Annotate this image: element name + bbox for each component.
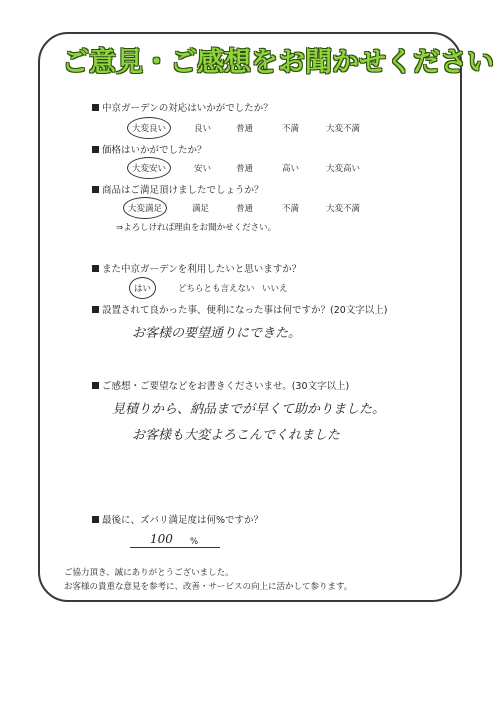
question-1-label: 中京ガーデンの対応はいかがでしたか？ xyxy=(102,103,273,114)
footer-thanks: ご協力頂き、誠にありがとうございました。 xyxy=(64,568,234,578)
footer-message: お客様の貴重な意見を参考に、改善・サービスの向上に活かして参ります。 xyxy=(64,582,353,592)
question-5-answer: お客様の要望通りにできた。 xyxy=(132,326,302,341)
question-5-label: 設置されて良かった事、便利になった事は何ですか？(20文字以上) xyxy=(102,305,388,316)
q1-option-3[interactable]: 普通 xyxy=(236,124,254,134)
answer-underline xyxy=(130,547,220,548)
question-6-label: ご感想・ご要望などをお書きくださいませ。(30文字以上) xyxy=(102,381,350,392)
question-6-answer-line-2: お客様も大変よろこんでくれました xyxy=(132,428,341,443)
q4-option-2[interactable]: どちらとも言えない xyxy=(178,284,255,294)
q2-option-2[interactable]: 安い xyxy=(194,164,212,174)
question-7 xyxy=(92,512,263,526)
bullet-square-icon xyxy=(92,306,99,313)
bullet-square-icon xyxy=(92,186,99,193)
q2-option-5[interactable]: 大変高い xyxy=(326,164,361,174)
q3-option-1[interactable]: 大変満足 xyxy=(128,204,163,214)
q2-option-4[interactable]: 高い xyxy=(282,164,300,174)
question-6 xyxy=(92,378,349,392)
q1-option-4[interactable]: 不満 xyxy=(282,124,300,134)
question-3-note: ⇒よろしければ理由をお聞かせください。 xyxy=(116,223,277,233)
q4-option-1[interactable]: はい xyxy=(134,284,152,294)
question-4-label: また中京ガーデンを利用したいと思いますか？ xyxy=(102,264,302,275)
q3-option-4[interactable]: 不満 xyxy=(282,204,300,214)
q1-option-2[interactable]: 良い xyxy=(194,124,212,134)
question-3 xyxy=(92,182,264,196)
question-1 xyxy=(92,100,273,114)
bullet-square-icon xyxy=(92,516,99,523)
question-6-answer-line-1: 見積りから、納品までが早くて助かりました。 xyxy=(112,402,386,417)
question-3-label: 商品はご満足頂けましたでしょうか？ xyxy=(102,185,264,196)
question-5 xyxy=(92,302,388,316)
question-2 xyxy=(92,142,207,156)
bullet-square-icon xyxy=(92,104,99,111)
bullet-square-icon xyxy=(92,265,99,272)
q2-option-3[interactable]: 普通 xyxy=(236,164,254,174)
q3-option-3[interactable]: 普通 xyxy=(236,204,254,214)
q3-option-2[interactable]: 満足 xyxy=(192,204,210,214)
question-7-answer: 100 xyxy=(150,532,173,546)
q4-option-3[interactable]: いいえ xyxy=(262,284,288,294)
question-7-label: 最後に、ズバリ満足度は何%ですか？ xyxy=(102,515,264,526)
question-7-unit: % xyxy=(190,537,199,547)
question-2-label: 価格はいかがでしたか？ xyxy=(102,145,207,156)
q1-option-1[interactable]: 大変良い xyxy=(132,124,167,134)
bullet-square-icon xyxy=(92,382,99,389)
q1-option-5[interactable]: 大変不満 xyxy=(326,124,361,134)
survey-title: ご意見・ご感想をお聞かせください xyxy=(62,47,494,78)
q3-option-5[interactable]: 大変不満 xyxy=(326,204,361,214)
q2-option-1[interactable]: 大変安い xyxy=(132,164,167,174)
bullet-square-icon xyxy=(92,146,99,153)
question-4 xyxy=(92,261,301,275)
